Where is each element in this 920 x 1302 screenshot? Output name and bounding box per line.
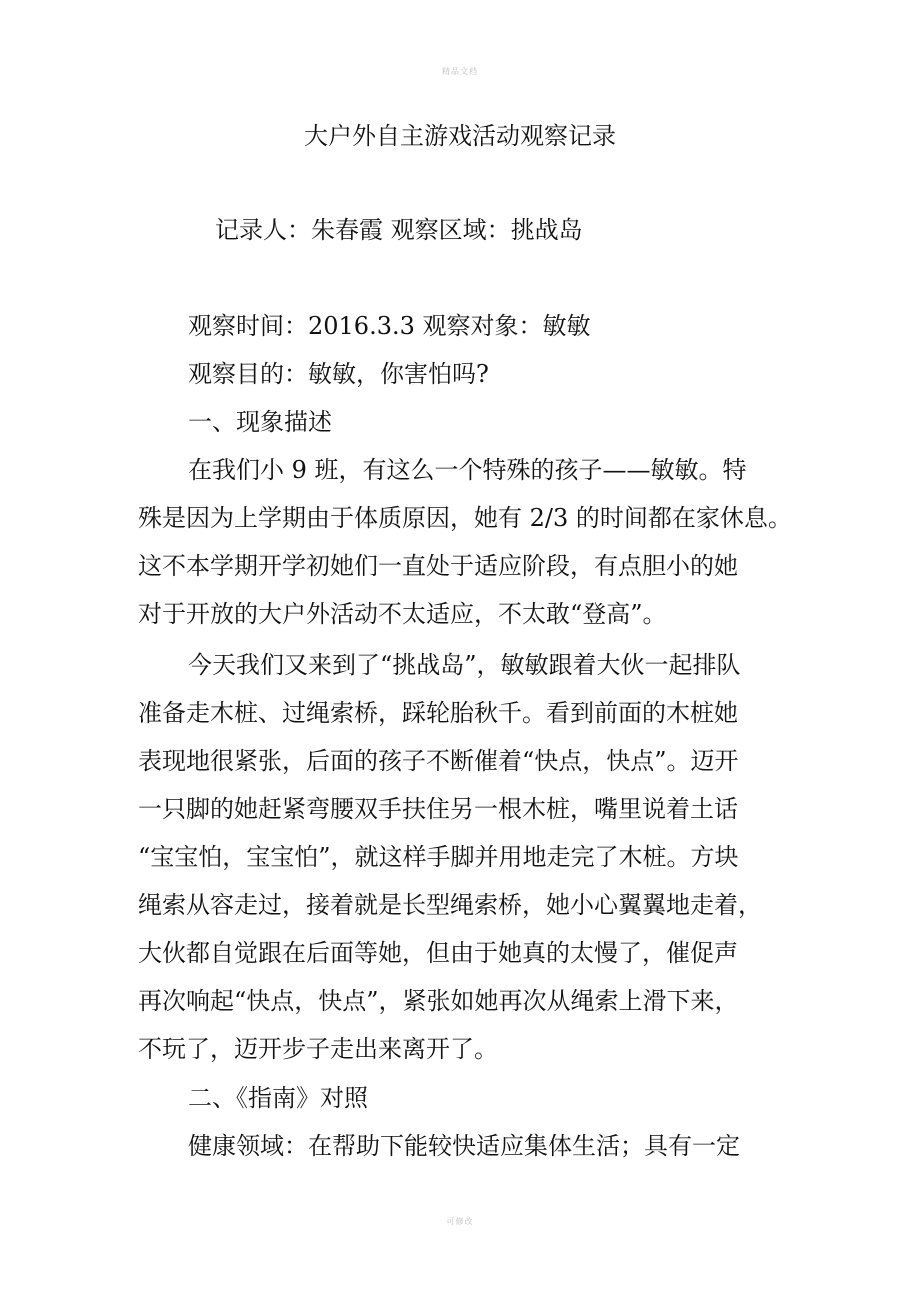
paragraph-line: 再次响起“快点，快点”，紧张如她再次从绳索上滑下来， xyxy=(138,987,739,1015)
observation-purpose-line: 观察目的：敏敏，你害怕吗? xyxy=(188,360,489,388)
paragraph-line: 表现地很紧张，后面的孩子不断催着“快点，快点”。迈开 xyxy=(138,747,739,775)
paragraph-line: 殊是因为上学期由于体质原因，她有 2/3 的时间都在家休息。 xyxy=(138,504,792,532)
watermark-top: 精品文档 xyxy=(442,67,478,76)
paragraph-line: 今天我们又来到了“挑战岛”，敏敏跟着大伙一起排队 xyxy=(188,651,741,679)
paragraph-line: 绳索从容走过，接着就是长型绳索桥，她小心翼翼地走着， xyxy=(138,891,762,919)
paragraph-line: 对于开放的大户外活动不太适应，不太敢“登高”。 xyxy=(138,600,667,628)
paragraph-line: 这不本学期开学初她们一直处于适应阶段，有点胆小的她 xyxy=(138,552,738,580)
watermark-bottom: 可修改 xyxy=(446,1217,474,1226)
paragraph-line: 健康领域：在帮助下能较快适应集体生活；具有一定 xyxy=(188,1132,740,1160)
paragraph-line: 一只脚的她赶紧弯腰双手扶住另一根木桩，嘴里说着土话 xyxy=(138,795,738,823)
paragraph-line: 大伙都自觉跟在后面等她，但由于她真的太慢了，催促声 xyxy=(138,939,738,967)
observation-time-line: 观察时间：2016.3.3 观察对象：敏敏 xyxy=(188,312,591,340)
paragraph-line: 不玩了，迈开步子走出来离开了。 xyxy=(138,1035,498,1063)
section-heading-phenomenon: 一、现象描述 xyxy=(188,408,332,436)
recorder-line: 记录人：朱春霞 观察区域：挑战岛 xyxy=(215,216,583,244)
paragraph-line: 准备走木桩、过绳索桥，踩轮胎秋千。看到前面的木桩她 xyxy=(138,699,738,727)
section-heading-guide: 二、《指南》对照 xyxy=(188,1084,368,1112)
document-title: 大户外自主游戏活动观察记录 xyxy=(304,122,616,150)
paragraph-line: 在我们小 9 班，有这么一个特殊的孩子——敏敏。特 xyxy=(188,456,747,484)
paragraph-line: “宝宝怕，宝宝怕”，就这样手脚并用地走完了木桩。方块 xyxy=(138,843,739,871)
